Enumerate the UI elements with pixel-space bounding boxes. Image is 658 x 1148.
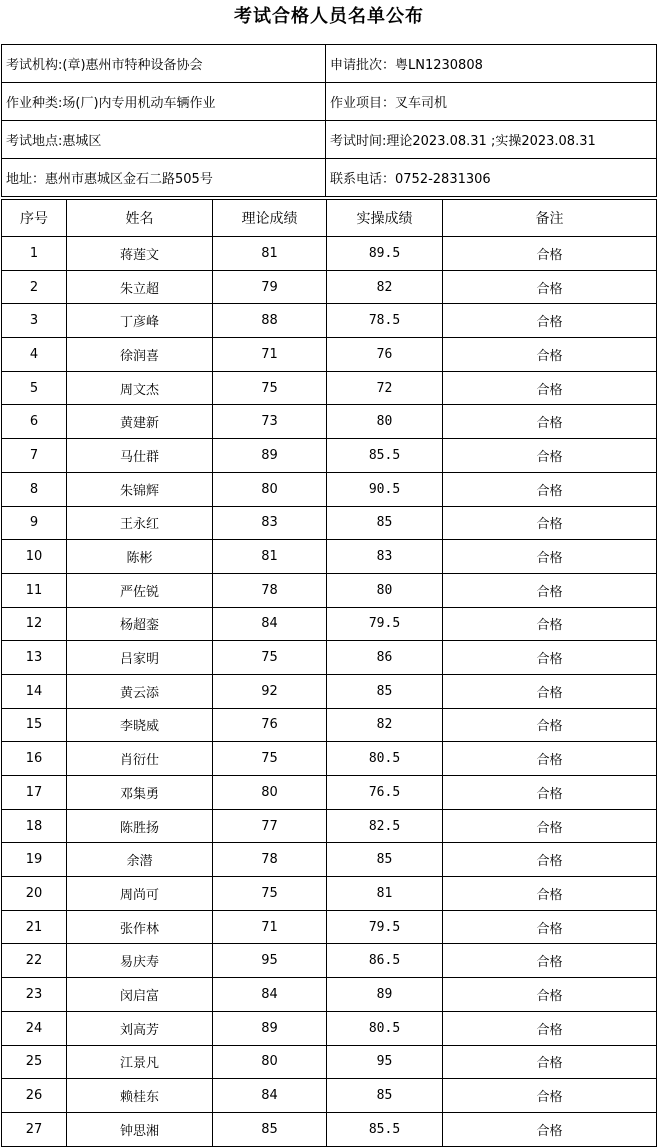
cell-theory: 80	[213, 472, 327, 506]
exam-batch: 申请批次：粤LN1230808	[326, 45, 657, 83]
cell-name: 刘高芳	[67, 1011, 213, 1045]
cell-theory: 81	[213, 540, 327, 574]
table-row	[2, 506, 657, 540]
cell-theory: 85	[213, 1112, 327, 1146]
table-row	[2, 776, 657, 810]
cell-remark: 合格	[443, 237, 657, 271]
cell-name: 杨超銮	[67, 607, 213, 641]
cell-theory: 83	[213, 506, 327, 540]
exam-location: 考试地点:惠城区	[2, 121, 326, 159]
cell-name: 赖桂东	[67, 1079, 213, 1113]
cell-name: 黄云添	[67, 674, 213, 708]
table-row	[2, 978, 657, 1012]
cell-no: 22	[2, 944, 67, 978]
cell-no: 16	[2, 742, 67, 776]
cell-theory: 78	[213, 573, 327, 607]
cell-remark: 合格	[443, 338, 657, 372]
cell-no: 25	[2, 1045, 67, 1079]
cell-remark: 合格	[443, 910, 657, 944]
cell-practical: 81	[327, 877, 443, 911]
cell-no: 2	[2, 270, 67, 304]
cell-name: 黄建新	[67, 405, 213, 439]
cell-theory: 84	[213, 1079, 327, 1113]
cell-no: 14	[2, 674, 67, 708]
cell-practical: 85	[327, 674, 443, 708]
table-row	[2, 843, 657, 877]
cell-theory: 95	[213, 944, 327, 978]
cell-practical: 89.5	[327, 237, 443, 271]
cell-remark: 合格	[443, 641, 657, 675]
cell-no: 10	[2, 540, 67, 574]
cell-no: 24	[2, 1011, 67, 1045]
contact-phone: 联系电话：0752-2831306	[326, 159, 657, 197]
cell-practical: 85.5	[327, 439, 443, 473]
cell-theory: 75	[213, 641, 327, 675]
cell-name: 闵启富	[67, 978, 213, 1012]
cell-theory: 84	[213, 978, 327, 1012]
cell-theory: 75	[213, 371, 327, 405]
cell-remark: 合格	[443, 573, 657, 607]
cell-no: 3	[2, 304, 67, 338]
cell-practical: 79.5	[327, 607, 443, 641]
cell-remark: 合格	[443, 304, 657, 338]
cell-remark: 合格	[443, 439, 657, 473]
col-header-practical: 实操成绩	[327, 200, 443, 237]
cell-no: 9	[2, 506, 67, 540]
cell-practical: 80.5	[327, 1011, 443, 1045]
cell-theory: 80	[213, 1045, 327, 1079]
cell-remark: 合格	[443, 1079, 657, 1113]
cell-remark: 合格	[443, 270, 657, 304]
cell-name: 严佐锐	[67, 573, 213, 607]
cell-no: 17	[2, 776, 67, 810]
table-row	[2, 944, 657, 978]
cell-no: 18	[2, 809, 67, 843]
cell-remark: 合格	[443, 506, 657, 540]
cell-no: 12	[2, 607, 67, 641]
cell-no: 21	[2, 910, 67, 944]
cell-practical: 72	[327, 371, 443, 405]
cell-no: 6	[2, 405, 67, 439]
cell-remark: 合格	[443, 674, 657, 708]
table-row	[2, 573, 657, 607]
cell-remark: 合格	[443, 1011, 657, 1045]
col-header-no: 序号	[2, 200, 67, 237]
cell-name: 周文杰	[67, 371, 213, 405]
results-table	[1, 199, 657, 1147]
cell-practical: 82	[327, 708, 443, 742]
table-row	[2, 1011, 657, 1045]
address: 地址：惠州市惠城区金石二路505号	[2, 159, 326, 197]
table-row	[2, 742, 657, 776]
cell-practical: 82	[327, 270, 443, 304]
cell-name: 易庆寿	[67, 944, 213, 978]
exam-org: 考试机构:(章)惠州市特种设备协会	[2, 45, 326, 83]
cell-practical: 76.5	[327, 776, 443, 810]
cell-name: 蒋莲文	[67, 237, 213, 271]
cell-name: 余潜	[67, 843, 213, 877]
cell-practical: 85	[327, 843, 443, 877]
col-header-name: 姓名	[67, 200, 213, 237]
cell-practical: 85	[327, 1079, 443, 1113]
cell-practical: 89	[327, 978, 443, 1012]
cell-theory: 75	[213, 742, 327, 776]
cell-theory: 84	[213, 607, 327, 641]
cell-theory: 80	[213, 776, 327, 810]
cell-remark: 合格	[443, 877, 657, 911]
table-row	[2, 1079, 657, 1113]
cell-name: 江景凡	[67, 1045, 213, 1079]
cell-no: 26	[2, 1079, 67, 1113]
cell-name: 邓集勇	[67, 776, 213, 810]
table-row	[2, 371, 657, 405]
cell-name: 朱锦辉	[67, 472, 213, 506]
cell-name: 李晓威	[67, 708, 213, 742]
cell-no: 20	[2, 877, 67, 911]
cell-theory: 73	[213, 405, 327, 439]
cell-practical: 76	[327, 338, 443, 372]
cell-remark: 合格	[443, 1112, 657, 1146]
table-row	[2, 237, 657, 271]
cell-name: 陈彬	[67, 540, 213, 574]
table-row	[2, 708, 657, 742]
table-row	[2, 540, 657, 574]
cell-theory: 77	[213, 809, 327, 843]
cell-name: 徐润喜	[67, 338, 213, 372]
cell-no: 23	[2, 978, 67, 1012]
cell-theory: 71	[213, 338, 327, 372]
table-row	[2, 1045, 657, 1079]
cell-no: 7	[2, 439, 67, 473]
table-row	[2, 809, 657, 843]
table-row	[2, 405, 657, 439]
cell-remark: 合格	[443, 1045, 657, 1079]
cell-theory: 76	[213, 708, 327, 742]
cell-no: 27	[2, 1112, 67, 1146]
cell-theory: 79	[213, 270, 327, 304]
cell-name: 钟思湘	[67, 1112, 213, 1146]
cell-no: 13	[2, 641, 67, 675]
cell-name: 吕家明	[67, 641, 213, 675]
cell-remark: 合格	[443, 843, 657, 877]
cell-theory: 81	[213, 237, 327, 271]
cell-remark: 合格	[443, 978, 657, 1012]
cell-no: 4	[2, 338, 67, 372]
cell-theory: 88	[213, 304, 327, 338]
cell-no: 5	[2, 371, 67, 405]
cell-theory: 92	[213, 674, 327, 708]
cell-no: 11	[2, 573, 67, 607]
cell-practical: 86.5	[327, 944, 443, 978]
cell-remark: 合格	[443, 776, 657, 810]
cell-practical: 82.5	[327, 809, 443, 843]
table-row	[2, 472, 657, 506]
col-header-remark: 备注	[443, 200, 657, 237]
header-row	[2, 200, 657, 237]
table-row	[2, 338, 657, 372]
page-title: 考试合格人员名单公布	[234, 6, 424, 27]
table-row	[2, 910, 657, 944]
cell-practical: 85.5	[327, 1112, 443, 1146]
cell-name: 肖衍仕	[67, 742, 213, 776]
cell-theory: 89	[213, 1011, 327, 1045]
info-row	[2, 159, 657, 197]
cell-name: 马仕群	[67, 439, 213, 473]
cell-name: 丁彦峰	[67, 304, 213, 338]
work-category: 作业种类:场(厂)内专用机动车辆作业	[2, 83, 326, 121]
table-row	[2, 877, 657, 911]
cell-practical: 80.5	[327, 742, 443, 776]
exam-time: 考试时间:理论2023.08.31 ;实操2023.08.31	[326, 121, 657, 159]
exam-info-table	[1, 44, 657, 197]
cell-remark: 合格	[443, 371, 657, 405]
cell-theory: 78	[213, 843, 327, 877]
cell-practical: 85	[327, 506, 443, 540]
cell-remark: 合格	[443, 405, 657, 439]
cell-practical: 90.5	[327, 472, 443, 506]
info-row	[2, 45, 657, 83]
table-row	[2, 270, 657, 304]
cell-theory: 89	[213, 439, 327, 473]
cell-remark: 合格	[443, 708, 657, 742]
col-header-theory: 理论成绩	[213, 200, 327, 237]
cell-remark: 合格	[443, 540, 657, 574]
cell-remark: 合格	[443, 472, 657, 506]
cell-no: 8	[2, 472, 67, 506]
cell-no: 1	[2, 237, 67, 271]
table-row	[2, 641, 657, 675]
table-row	[2, 674, 657, 708]
cell-remark: 合格	[443, 944, 657, 978]
table-row	[2, 304, 657, 338]
cell-practical: 86	[327, 641, 443, 675]
table-row	[2, 607, 657, 641]
cell-practical: 95	[327, 1045, 443, 1079]
cell-remark: 合格	[443, 742, 657, 776]
cell-no: 19	[2, 843, 67, 877]
cell-name: 周尚可	[67, 877, 213, 911]
table-row	[2, 439, 657, 473]
cell-name: 陈胜扬	[67, 809, 213, 843]
cell-theory: 71	[213, 910, 327, 944]
info-row	[2, 83, 657, 121]
cell-practical: 83	[327, 540, 443, 574]
cell-theory: 75	[213, 877, 327, 911]
cell-remark: 合格	[443, 809, 657, 843]
cell-name: 王永红	[67, 506, 213, 540]
cell-name: 张作林	[67, 910, 213, 944]
cell-name: 朱立超	[67, 270, 213, 304]
cell-practical: 79.5	[327, 910, 443, 944]
table-row	[2, 1112, 657, 1146]
cell-remark: 合格	[443, 607, 657, 641]
work-item: 作业项目：叉车司机	[326, 83, 657, 121]
cell-practical: 80	[327, 573, 443, 607]
cell-practical: 80	[327, 405, 443, 439]
info-row	[2, 121, 657, 159]
cell-no: 15	[2, 708, 67, 742]
cell-practical: 78.5	[327, 304, 443, 338]
